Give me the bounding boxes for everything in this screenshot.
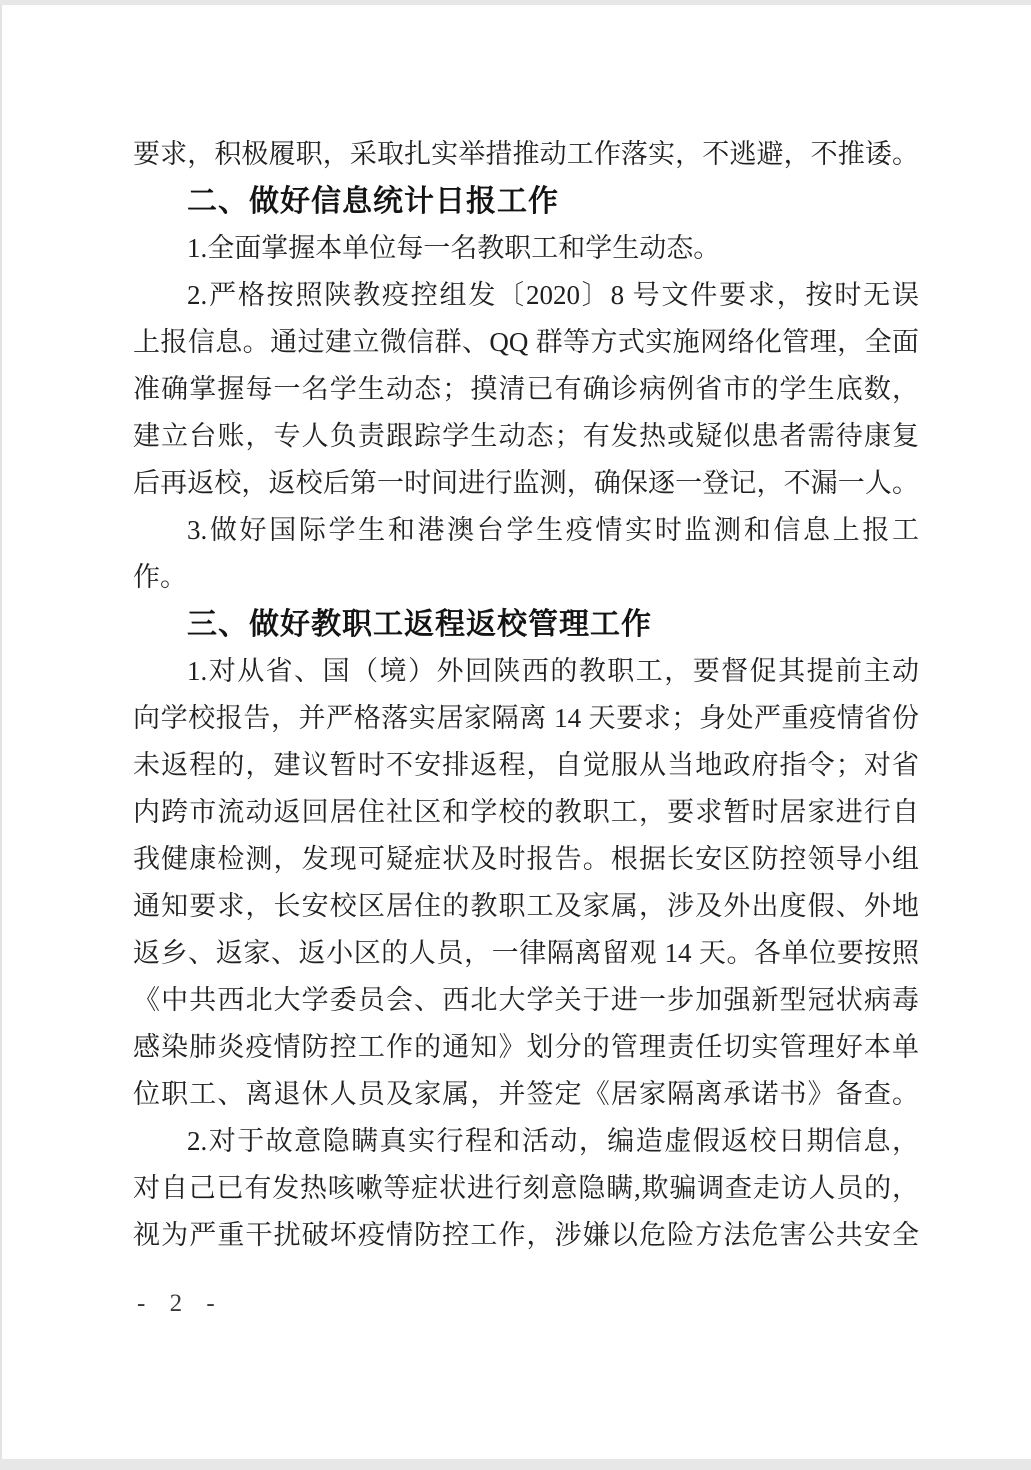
text-line: 《中共西北大学委员会、西北大学关于进一步加强新型冠状病毒 <box>133 985 919 1015</box>
section-heading: 二、做好信息统计日报工作 <box>187 185 559 218</box>
scan-edge-bottom <box>0 1459 1031 1470</box>
text-line: 建立台账，专人负责跟踪学生动态；有发热或疑似患者需待康复 <box>133 421 919 451</box>
text-line: 感染肺炎疫情防控工作的通知》划分的管理责任切实管理好本单 <box>133 1032 919 1062</box>
scan-edge-left <box>0 5 2 1459</box>
text-line: 内跨市流动返回居住社区和学校的教职工，要求暂时居家进行自 <box>133 797 919 827</box>
text-line: 未返程的，建议暂时不安排返程，自觉服从当地政府指令；对省 <box>133 750 919 780</box>
text-line: 准确掌握每一名学生动态；摸清已有确诊病例省市的学生底数， <box>133 374 919 404</box>
page-number: - 2 - <box>137 1290 224 1317</box>
text-line: 向学校报告，并严格落实居家隔离 14 天要求；身处严重疫情省份 <box>133 703 919 733</box>
text-line: 我健康检测，发现可疑症状及时报告。根据长安区防控领导小组 <box>133 844 919 874</box>
text-line: 后再返校，返校后第一时间进行监测，确保逐一登记，不漏一人。 <box>133 468 919 498</box>
text-line: 对自己已有发热咳嗽等症状进行刻意隐瞒,欺骗调查走访人员的， <box>133 1173 919 1203</box>
text-line: 视为严重干扰破坏疫情防控工作，涉嫌以危险方法危害公共安全 <box>133 1220 919 1250</box>
text-line: 1.对从省、国（境）外回陕西的教职工，要督促其提前主动 <box>187 656 919 686</box>
text-line: 位职工、离退休人员及家属，并签定《居家隔离承诺书》备查。 <box>133 1079 919 1109</box>
document-lines <box>133 131 919 1259</box>
section-heading: 三、做好教职工返程返校管理工作 <box>187 608 652 641</box>
text-line: 返乡、返家、返小区的人员，一律隔离留观 14 天。各单位要按照 <box>133 938 919 968</box>
text-line: 作。 <box>133 562 187 592</box>
text-line: 要求，积极履职，采取扎实举措推动工作落实，不逃避，不推诿。 <box>133 139 919 169</box>
text-line: 2.严格按照陕教疫控组发〔2020〕8 号文件要求，按时无误 <box>187 280 919 310</box>
text-line: 上报信息。通过建立微信群、QQ 群等方式实施网络化管理，全面 <box>133 327 919 357</box>
document-page <box>133 131 919 1259</box>
scan-edge-top <box>0 0 1031 5</box>
text-line: 通知要求，长安校区居住的教职工及家属，涉及外出度假、外地 <box>133 891 919 921</box>
text-line: 2.对于故意隐瞒真实行程和活动，编造虚假返校日期信息， <box>187 1126 919 1156</box>
text-line: 1.全面掌握本单位每一名教职工和学生动态。 <box>187 233 721 263</box>
text-line: 3.做好国际学生和港澳台学生疫情实时监测和信息上报工 <box>187 515 919 545</box>
